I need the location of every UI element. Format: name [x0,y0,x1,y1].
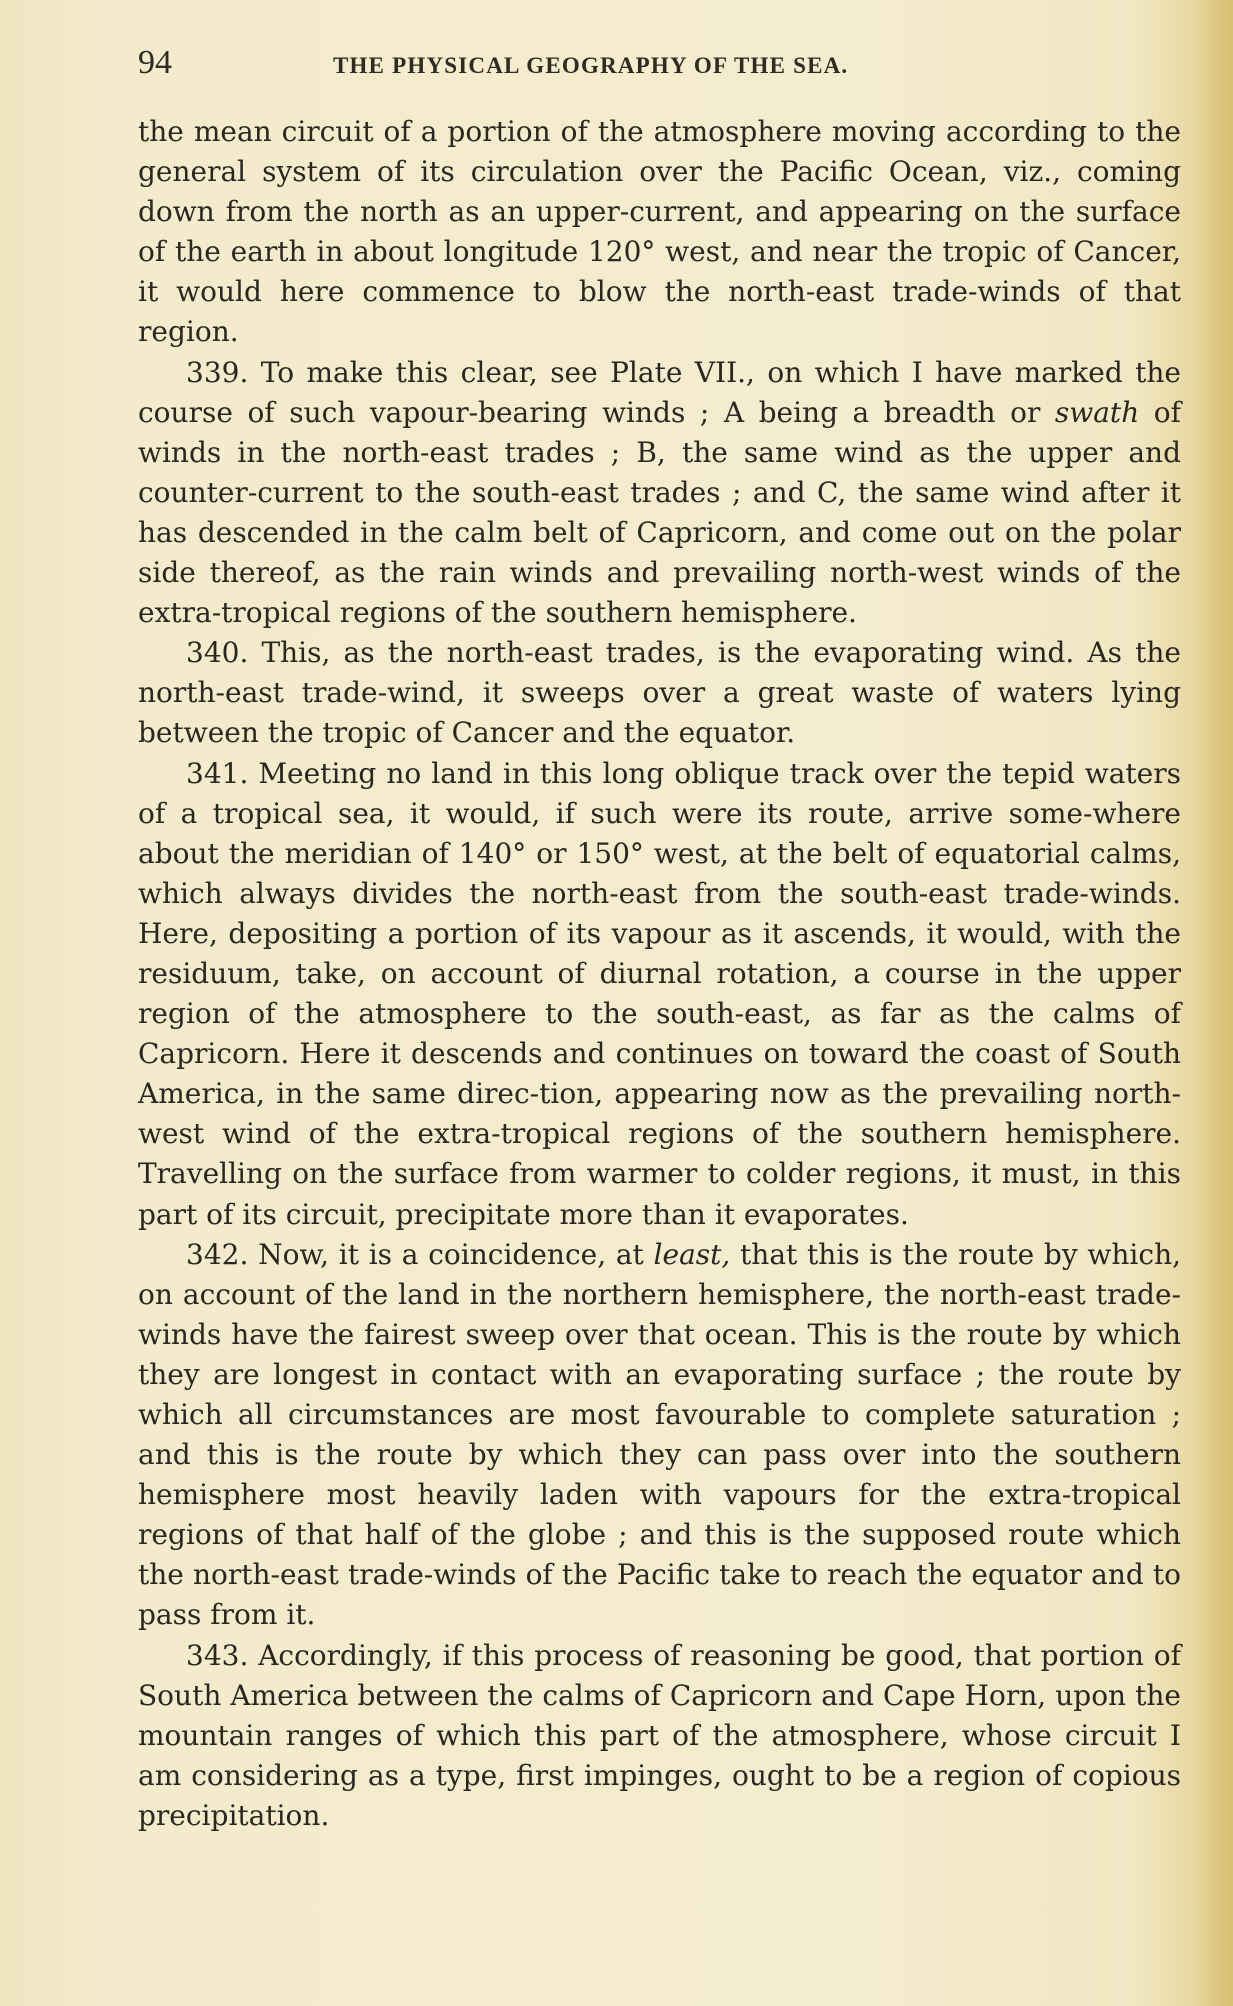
italic-term: least, [653,1237,731,1271]
paragraph-text: Accordingly, if this process of reasoning be good, that portion of South America between the calms of Capricorn and Cape Horn, upon the mountain ranges of which this part of the atmosphere, whose circuit I am considering as a type, first impinges, ought to be a region of copious precipitation. [138,1638,1181,1832]
paragraph-340 [138,633,1181,753]
paragraph-342 [138,1235,1181,1636]
running-title: THE PHYSICAL GEOGRAPHY OF THE SEA. [333,53,849,78]
running-head [138,38,1008,90]
page-edge-shadow [1201,0,1233,2006]
paragraph-number: 341. [186,756,249,790]
paragraph-number: 343. [186,1638,249,1672]
paragraph-continued [138,112,1181,353]
paragraph-text: that this is the route by which, on account of the land in the northern hemisphere, the north-east trade-winds have the fairest sweep over that ocean. This is the route by which they are longest in contact with an evaporating surface ; the route by which all circumstances are most favourable to complete saturation ; and this is the route by which they can pass over into the southern hemisphere most heavily laden with vapours for the extra-tropical regions of that half of the globe ; and this is the supposed route which the north-east trade-winds of the Pacific take to reach the equator and to pass from it. [138,1237,1181,1632]
paragraph-text: Meeting no land in this long oblique track over the tepid waters of a tropical sea, it would, if such were its route, arrive some-where about the meridian of 140° or 150° west, at the belt of equatorial calms, which always divides the north-east from the south-east trade-winds. Here, depositing a portion of its vapour as it ascends, it would, with the residuum, take, on account of diurnal rotation, a course in the upper region of the atmosphere to the south-east, as far as the calms of Capricorn. Here it descends and continues on toward the coast of South America, in the same direc-tion, appearing now as the prevailing north-west wind of the extra-tropical regions of the southern hemisphere. Travelling on the surface from warmer to colder regions, it must, in this part of its circuit, precipitate more than it evaporates. [138,756,1181,1231]
paragraph-number: 339. [186,355,249,389]
paragraph-text: the mean circuit of a portion of the atmosphere moving according to the general system of its circulation over the Pacific Ocean, viz., coming down from the north as an upper-current, and appearing on the surface of the earth in about longitude 120° west, and near the tropic of Cancer, it would here commence to blow the north-east trade-winds of that region. [138,115,1181,349]
paragraph-341 [138,754,1181,1235]
paragraph-text: Now, it is a coincidence, at [258,1237,654,1271]
paragraph-text: of winds in the north-east trades ; B, the same wind as the upper and counter-current to the south-east trades ; and C, the same wind after it has descended in the calm belt of Capricorn, and come out on the polar side thereof, as the rain winds and prevailing north-west winds of the extra-tropical regions of the southern hemisphere. [138,395,1181,630]
paragraph-text: This, as the north-east trades, is the evaporating wind. As the north-east trade-wind, it sweeps over a great waste of waters lying between the tropic of Cancer and the equator. [138,636,1181,750]
italic-term: swath [1054,395,1140,429]
paragraph-number: 342. [186,1237,249,1271]
paragraph-text: To make this clear, see Plate VII., on which I have marked the course of such vapour-bearing winds ; A being a breadth or [138,355,1182,429]
paragraph-339 [138,353,1181,634]
body-text [138,112,1181,1836]
paragraph-number: 340. [186,636,249,670]
paragraph-343 [138,1636,1181,1836]
page-number: 94 [138,44,172,81]
